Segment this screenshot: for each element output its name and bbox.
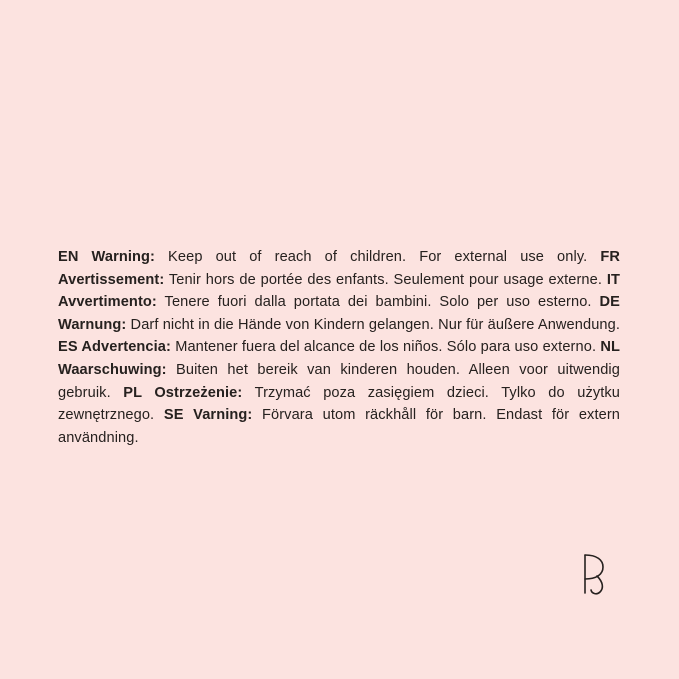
warning-lang-en: EN Warning: bbox=[58, 249, 156, 265]
warning-text-de: Darf nicht in die Hände von Kindern gelangen. Nur für äußere Anwendung. bbox=[126, 316, 620, 333]
warning-lang-it: IT Avvertimento: bbox=[58, 271, 620, 311]
warning-lang-nl: NL Waarschuwing: bbox=[58, 339, 620, 378]
warning-text-nl: Buiten het bereik van kinderen houden. Alleen voor uitwendig gebruik. bbox=[58, 361, 620, 401]
warning-text-en: Keep out of reach of children. For external use only. bbox=[155, 249, 601, 265]
warning-segment-en bbox=[58, 249, 600, 265]
monogram-p-logo-icon bbox=[573, 552, 613, 596]
warning-text-es: Mantener fuera del alcance de los niños. Sólo para uso externo. bbox=[170, 339, 601, 356]
warning-text-it: Tenere fuori dalla portata dei bambini. Solo per uso esterno. bbox=[156, 294, 600, 311]
warning-text-se: Förvara utom räckhåll för barn. Endast för extern användning. bbox=[58, 407, 620, 446]
warning-lang-fr: FR Avertissement: bbox=[58, 249, 621, 288]
warning-lang-de: DE Warnung: bbox=[58, 294, 620, 333]
warning-segment-es bbox=[58, 339, 600, 355]
warning-lang-se: SE Varning: bbox=[163, 407, 253, 424]
multilingual-warning-text bbox=[58, 246, 620, 449]
warning-text-fr: Tenir hors de portée des enfants. Seulement pour usage externe. bbox=[164, 271, 607, 288]
warning-lang-pl: PL Ostrzeżenie: bbox=[123, 384, 243, 401]
warning-text-pl: Trzymać poza zasięgiem dzieci. Tylko do użytku zewnętrznego. bbox=[58, 384, 621, 424]
warning-lang-es: ES Advertencia: bbox=[58, 339, 171, 356]
